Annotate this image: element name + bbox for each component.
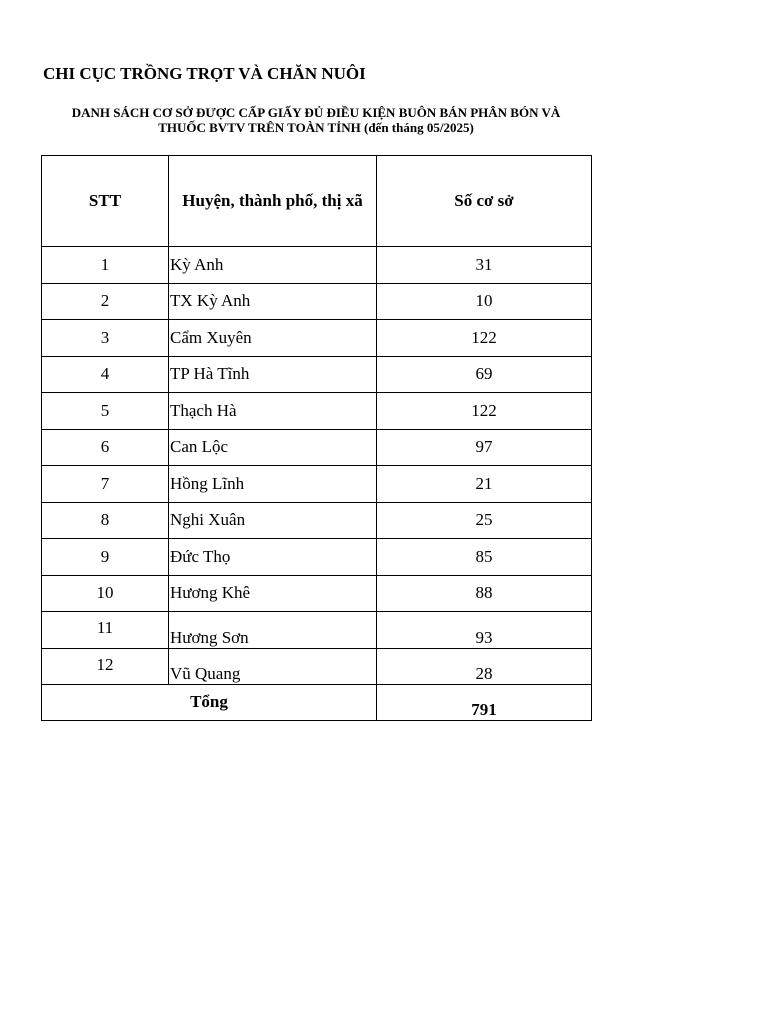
row-district: Thạch Hà [169, 393, 377, 430]
document-title [41, 105, 591, 135]
row-stt: 4 [42, 356, 169, 393]
table-row [42, 648, 592, 685]
row-stt: 2 [42, 283, 169, 320]
table-row [42, 429, 592, 466]
table-row [42, 502, 592, 539]
document-title-line-2: THUỐC BVTV TRÊN TOÀN TỈNH (đến tháng 05/2025) [158, 120, 474, 135]
row-district: Nghi Xuân [169, 502, 377, 539]
row-stt: 3 [42, 320, 169, 357]
table-row [42, 320, 592, 357]
row-count: 97 [377, 429, 592, 466]
row-district: Đức Thọ [169, 539, 377, 576]
row-district: Hồng Lĩnh [169, 466, 377, 503]
row-count: 21 [377, 466, 592, 503]
row-stt: 8 [42, 502, 169, 539]
row-stt: 5 [42, 393, 169, 430]
total-row [42, 685, 592, 721]
table-row [42, 247, 592, 284]
organization-title: CHI CỤC TRỒNG TRỌT VÀ CHĂN NUÔI [43, 64, 366, 83]
table-row [42, 393, 592, 430]
table-row [42, 283, 592, 320]
total-value: 791 [377, 685, 592, 721]
table-row [42, 612, 592, 649]
row-stt: 9 [42, 539, 169, 576]
row-stt: 7 [42, 466, 169, 503]
row-district: TP Hà Tĩnh [169, 356, 377, 393]
table-row [42, 575, 592, 612]
document-title-line-1: DANH SÁCH CƠ SỞ ĐƯỢC CẤP GIẤY ĐỦ ĐIỀU KIỆN BUÔN BÁN PHÂN BÓN VÀ [71, 105, 561, 120]
column-header-district: Huyện, thành phố, thị xã [169, 156, 377, 247]
row-count: 25 [377, 502, 592, 539]
row-district: Hương Khê [169, 575, 377, 612]
row-count: 85 [377, 539, 592, 576]
column-header-count: Số cơ sở [377, 156, 592, 247]
table-row [42, 539, 592, 576]
row-count: 28 [377, 648, 592, 685]
row-stt: 10 [42, 575, 169, 612]
table-row [42, 466, 592, 503]
column-header-stt: STT [42, 156, 169, 247]
row-stt: 6 [42, 429, 169, 466]
row-count: 69 [377, 356, 592, 393]
total-label: Tổng [42, 685, 377, 721]
row-count: 93 [377, 612, 592, 649]
facilities-table [41, 155, 592, 721]
row-district: Can Lộc [169, 429, 377, 466]
row-stt: 1 [42, 247, 169, 284]
row-count: 31 [377, 247, 592, 284]
row-district: Cẩm Xuyên [169, 320, 377, 357]
row-district: Vũ Quang [169, 648, 377, 685]
row-count: 88 [377, 575, 592, 612]
row-count: 122 [377, 393, 592, 430]
table-row [42, 356, 592, 393]
row-district: Hương Sơn [169, 612, 377, 649]
row-count: 122 [377, 320, 592, 357]
row-count: 10 [377, 283, 592, 320]
table-header-row [42, 156, 592, 247]
row-district: TX Kỳ Anh [169, 283, 377, 320]
row-district: Kỳ Anh [169, 247, 377, 284]
row-stt: 12 [42, 648, 169, 685]
row-stt: 11 [42, 612, 169, 649]
